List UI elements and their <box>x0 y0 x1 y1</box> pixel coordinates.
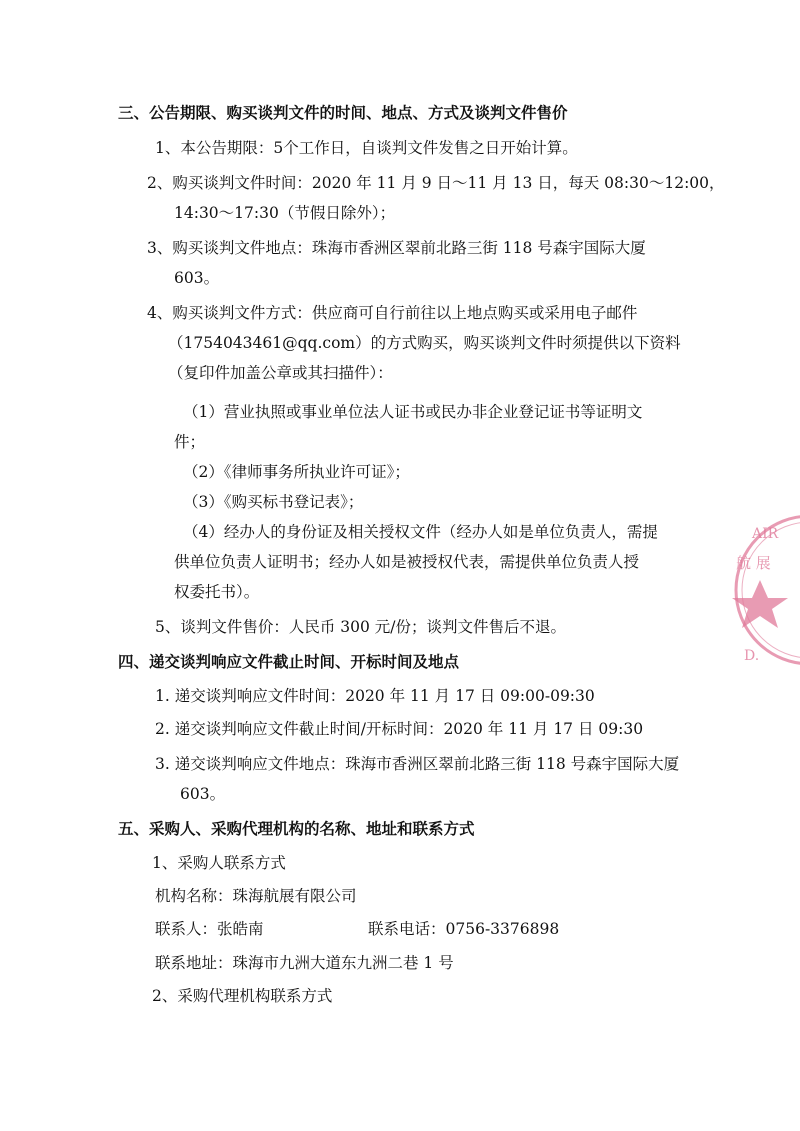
section-4-item-2: 2. 递交谈判响应文件截止时间/开标时间：2020 年 11 月 17 日 09:30 <box>155 720 644 738</box>
agency-contact-title: 2、采购代理机构联系方式 <box>152 987 333 1005</box>
stamp-text-mid: 航 展 <box>736 554 771 572</box>
section-5-heading: 五、采购人、采购代理机构的名称、地址和联系方式 <box>118 820 475 838</box>
section-3-item-4-line-1: 4、购买谈判文件方式：供应商可自行前往以上地点购买或采用电子邮件 <box>147 304 638 322</box>
sub-item-4-line-1: （4）经办人的身份证及相关授权文件（经办人如是单位负责人，需提 <box>183 523 658 541</box>
purchaser-contact-title: 1、采购人联系方式 <box>152 854 286 872</box>
contact-address: 联系地址：珠海市九洲大道东九洲二巷 1 号 <box>155 954 454 972</box>
section-4-item-3-line-1: 3. 递交谈判响应文件地点：珠海市香洲区翠前北路三街 118 号森宇国际大厦 <box>155 755 680 773</box>
stamp-text-bottom: D. <box>744 648 760 664</box>
section-3-item-4-line-3: （复印件加盖公章或其扫描件）： <box>168 364 393 382</box>
section-3-item-1: 1、本公告期限：5个工作日，自谈判文件发售之日开始计算。 <box>155 139 578 157</box>
section-3-item-3-line-1: 3、购买谈判文件地点：珠海市香洲区翠前北路三街 118 号森宇国际大厦 <box>147 239 646 257</box>
sub-item-2: （2）《律师事务所执业许可证》； <box>183 463 410 481</box>
section-3-item-3-line-2: 603。 <box>174 269 220 287</box>
stamp-text-top: AIR <box>752 526 779 542</box>
section-3-heading: 三、公告期限、购买谈判文件的时间、地点、方式及谈判文件售价 <box>118 104 568 122</box>
section-4-item-1: 1. 递交谈判响应文件时间：2020 年 11 月 17 日 09:00-09:30 <box>155 687 595 705</box>
section-4-heading: 四、递交谈判响应文件截止时间、开标时间及地点 <box>118 653 460 671</box>
sub-item-1-line-1: （1）营业执照或事业单位法人证书或民办非企业登记证书等证明文 <box>183 403 643 421</box>
contact-phone: 联系电话：0756-3376898 <box>368 920 560 938</box>
company-seal-stamp <box>730 510 800 670</box>
sub-item-4-line-2: 供单位负责人证明书；经办人如是被授权代表，需提供单位负责人授 <box>174 553 640 571</box>
sub-item-4-line-3: 权委托书）。 <box>174 583 260 601</box>
organization-name: 机构名称：珠海航展有限公司 <box>155 887 357 905</box>
section-3-item-2-line-2: 14:30～17:30（节假日除外）； <box>174 204 396 222</box>
section-3-item-5: 5、谈判文件售价：人民币 300 元/份；谈判文件售后不退。 <box>155 618 567 636</box>
section-4-item-3-line-2: 603。 <box>180 785 226 803</box>
section-3-item-4-line-2: （1754043461@qq.com）的方式购买，购买谈判文件时须提供以下资料 <box>168 334 681 352</box>
sub-item-1-line-2: 件； <box>174 433 206 451</box>
sub-item-3: （3）《购买标书登记表》； <box>183 493 364 511</box>
section-3-item-2-line-1: 2、购买谈判文件时间：2020 年 11 月 9 日～11 月 13 日，每天 08:30～12:00， <box>147 174 725 192</box>
contact-person: 联系人：张皓南 <box>155 920 264 938</box>
